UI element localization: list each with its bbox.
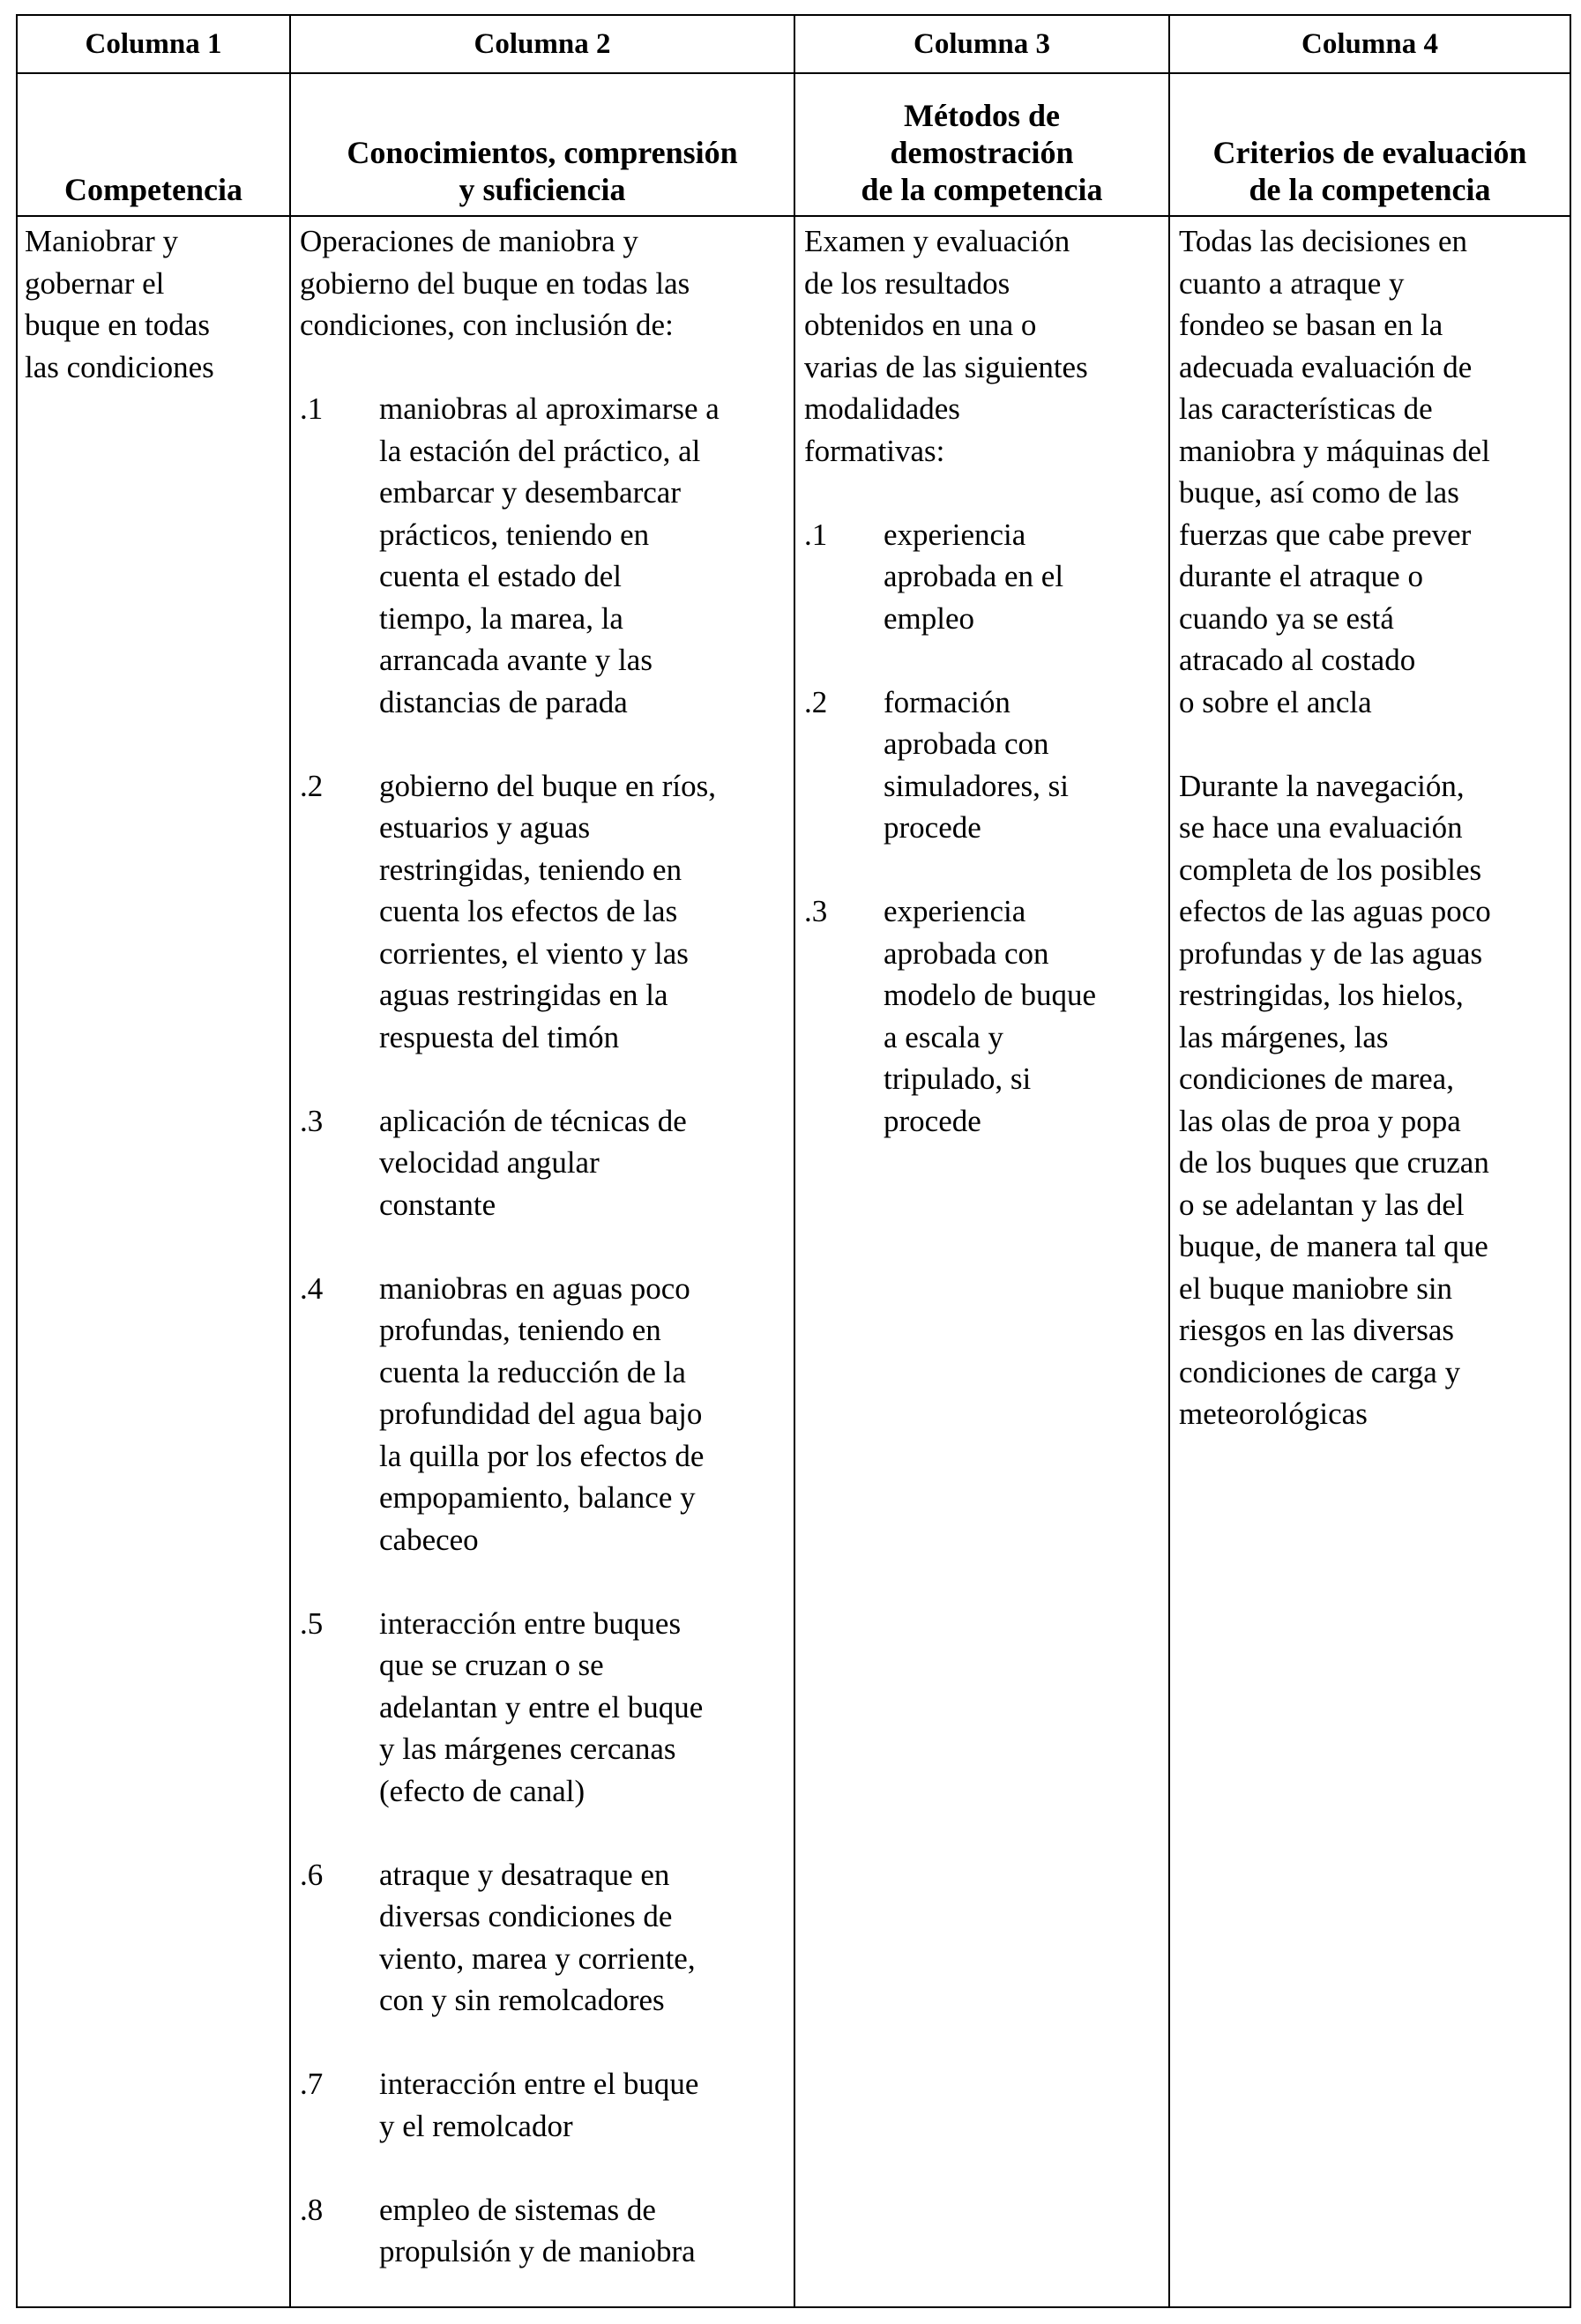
knowledge-item	[300, 1854, 785, 2022]
item-number: .8	[300, 2192, 324, 2227]
column-number-row	[17, 15, 1570, 73]
knowledge-item	[300, 1100, 785, 1226]
item-text: experiencia aprobada en el empleo	[884, 517, 1064, 636]
competence-cell	[17, 216, 290, 2307]
item-text: experiencia aprobada con modelo de buque a escala y tripulado, si procede	[884, 894, 1097, 1138]
column-number-2: Columna 2	[290, 15, 794, 73]
item-text: maniobras al aproximarse a la estación del práctico, al embarcar y desembarcar prácticos, teniendo en cuenta el estado del tiempo, la marea, la arrancada avante y las distancias de parada	[379, 391, 720, 719]
column-number-1: Columna 1	[17, 15, 290, 73]
item-number: .6	[300, 1857, 324, 1892]
methods-cell	[794, 216, 1169, 2307]
knowledge-cell	[290, 216, 794, 2307]
knowledge-item	[300, 388, 785, 723]
item-number: .2	[300, 768, 324, 803]
item-number: .4	[300, 1270, 324, 1306]
criteria-cell	[1169, 216, 1570, 2307]
item-text: interacción entre el buque y el remolcador	[379, 2067, 699, 2143]
item-text: empleo de sistemas de propulsión y de maniobra	[379, 2192, 696, 2268]
item-number: .1	[300, 391, 324, 426]
item-text: formación aprobada con simuladores, si procede	[884, 684, 1069, 845]
knowledge-item	[300, 2063, 785, 2147]
item-number: .2	[804, 684, 828, 719]
item-text: interacción entre buques que se cruzan o se adelantan y entre el buque y las márgenes cercanas (efecto de canal)	[379, 1605, 704, 1808]
item-number: .3	[804, 894, 828, 928]
criteria-paragraph: Durante la navegación, se hace una evaluación completa de los posibles efectos de las aguas poco profundas y de las aguas restringidas, los hielos, las márgenes, las condiciones de marea, las olas de proa y popa de los buques que cruzan o se adelantan y las del buque, de manera tal que el buque maniobre sin riesgos en las diversas condiciones de carga y meteorológicas	[1179, 768, 1491, 1431]
item-number: .7	[300, 2067, 324, 2101]
column-title-criteria: Criterios de evaluación de la competencia	[1169, 73, 1570, 216]
column-title-competence: Competencia	[17, 73, 290, 216]
knowledge-item	[300, 1268, 785, 1561]
column-number-3: Columna 3	[794, 15, 1169, 73]
column-title-knowledge: Conocimientos, comprensión y suficiencia	[290, 73, 794, 216]
table-body-row	[17, 216, 1570, 2307]
item-text: aplicación de técnicas de velocidad angular constante	[379, 1103, 687, 1222]
item-text: gobierno del buque en ríos, estuarios y aguas restringidas, teniendo en cuenta los efectos de las corrientes, el viento y las aguas restringidas en la respuesta del timón	[379, 768, 716, 1054]
item-number: .5	[300, 1605, 324, 1641]
column-title-methods: Métodos de demostración de la competencia	[794, 73, 1169, 216]
item-text: maniobras en aguas poco profundas, teniendo en cuenta la reducción de la profundidad del agua bajo la quilla por los efectos de empopamiento, balance y cabeceo	[379, 1270, 705, 1557]
competence-table	[16, 14, 1571, 2308]
methods-item	[804, 890, 1160, 1142]
knowledge-intro: Operaciones de maniobra y gobierno del buque en todas las condiciones, con inclusión de:	[300, 224, 690, 342]
knowledge-item	[300, 765, 785, 1059]
methods-item	[804, 514, 1160, 640]
methods-item	[804, 682, 1160, 849]
item-text: atraque y desatraque en diversas condiciones de viento, marea y corriente, con y sin remolcadores	[379, 1857, 696, 2017]
item-number: .1	[804, 517, 828, 552]
knowledge-item	[300, 2189, 785, 2273]
knowledge-item	[300, 1603, 785, 1813]
criteria-paragraph: Todas las decisiones en cuanto a atraque y fondeo se basan en la adecuada evaluación de las características de maniobra y máquinas del buque, así como de las fuerzas que cabe prever durante el atraque o cuando ya se está atracado al costado o sobre el ancla	[1179, 224, 1490, 719]
column-number-4: Columna 4	[1169, 15, 1570, 73]
column-title-row	[17, 73, 1570, 216]
competence-text: Maniobrar y gobernar el buque en todas las condiciones	[25, 224, 214, 384]
methods-intro: Examen y evaluación de los resultados obtenidos en una o varias de las siguientes modalidades formativas:	[804, 224, 1088, 468]
item-number: .3	[300, 1103, 324, 1138]
